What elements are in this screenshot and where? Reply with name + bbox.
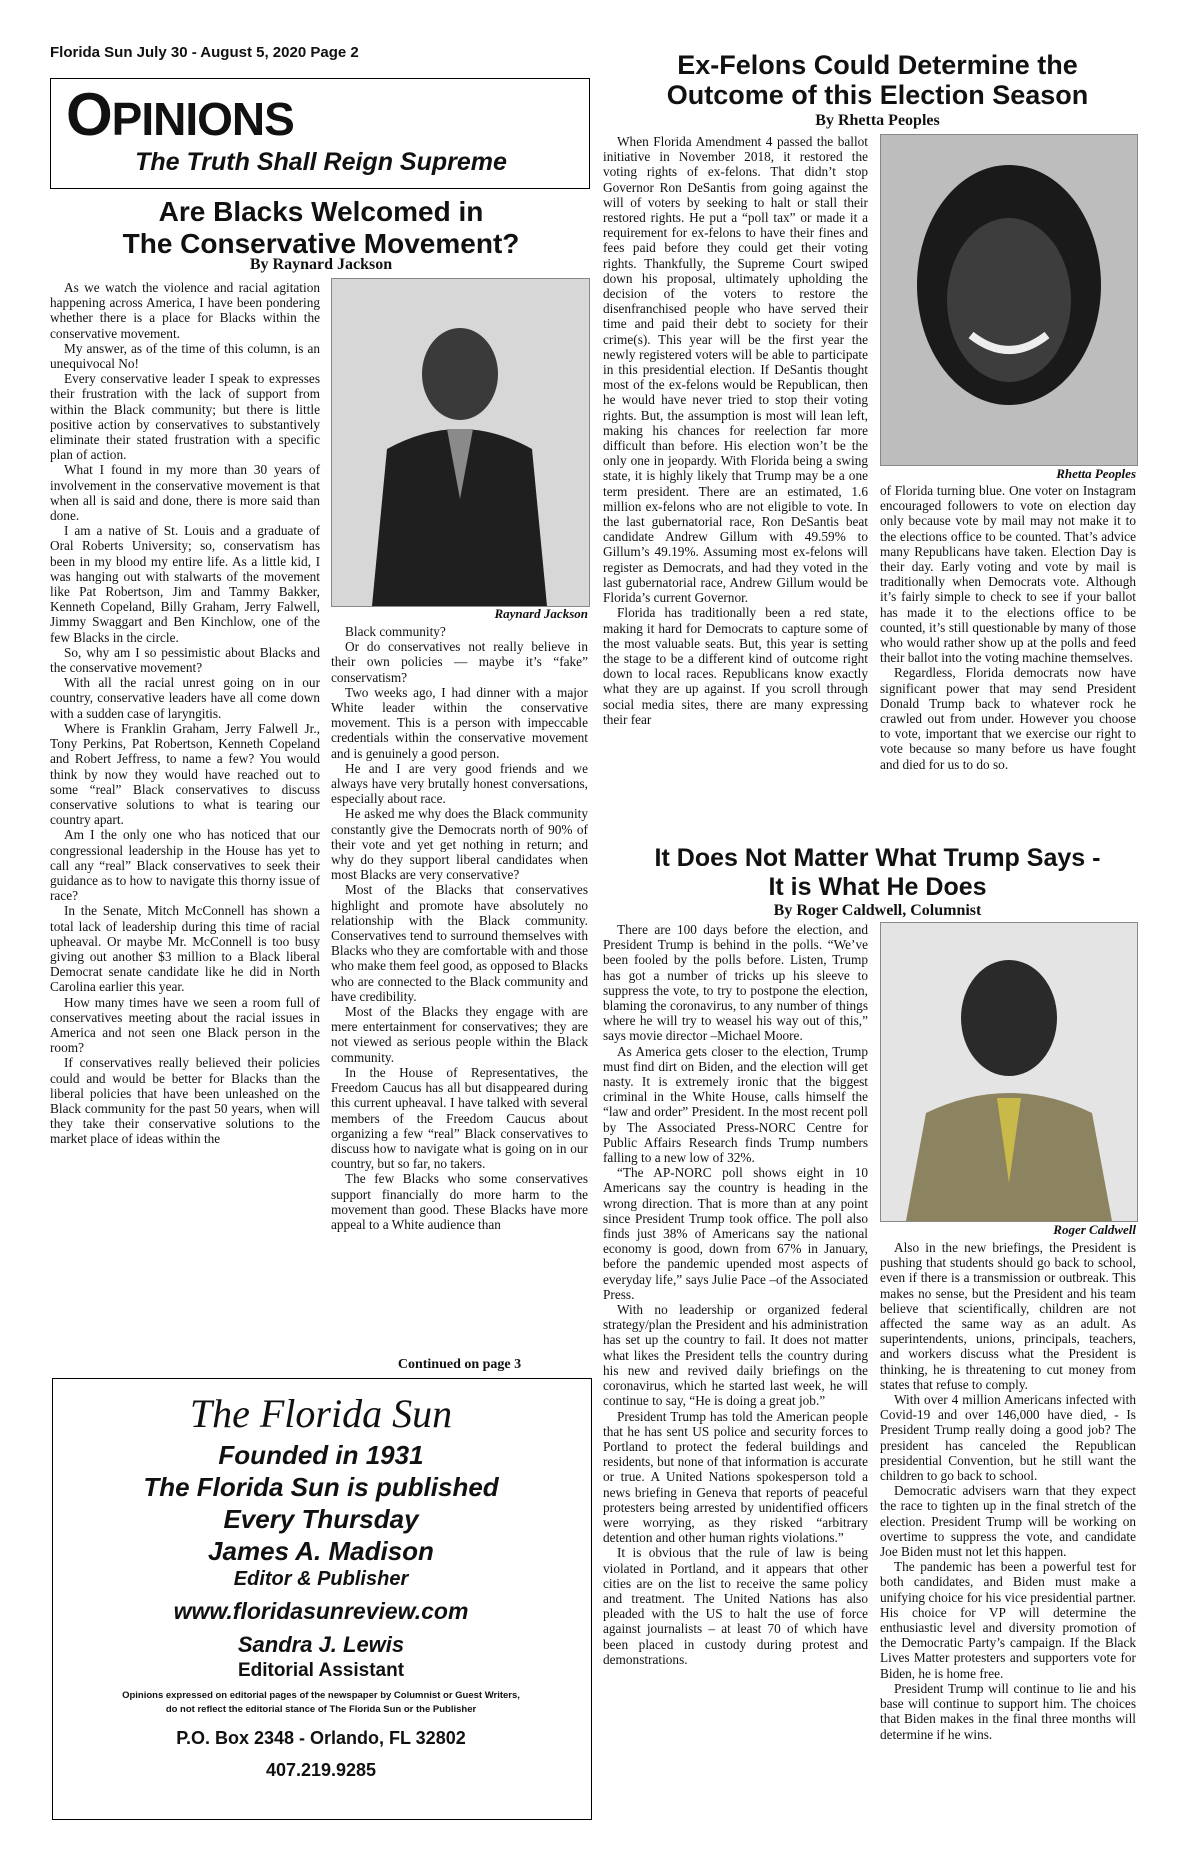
- paragraph: As America gets closer to the election, Trump must find dirt on Biden, and the election will get nasty. It is extremely ironic that the biggest criminal in the White House, calls himself the “law and order” President. In the most recent poll by The Associated Press-NORC Centre for Public Affairs Research finds Trump numbers falling to a new low of 32%.: [603, 1043, 868, 1166]
- paragraph: With all the racial unrest going on in our country, conservative leaders have all come down with a sudden case of laryngitis.: [50, 675, 320, 721]
- article2-photo-caption: Rhetta Peoples: [1056, 466, 1136, 481]
- portrait-illustration: [332, 279, 589, 606]
- paragraph: Most of the Blacks that conservatives highlight and promote have absolutely no relationship with the Black community. Conservatives tend to surround themselves with Blacks who they are comfortable with and those who make them feel good, as opposed to Blacks who are connected to the Black community and have credibility.: [331, 882, 588, 1004]
- paragraph: President Trump has told the American people that he has sent US police and security forces to Portland to protect the federal buildings and residents, but none of that information is accurate or true. A United Nations spokesperson told a news briefing in Geneva that reports of peaceful protesters being arrested by unidentified officers were worrying, as they risked “arbitrary detention and other human rights violations.”: [603, 1408, 868, 1546]
- paragraph: If conservatives really believed their policies could and would be better for Blacks than the liberal policies that have been unleashed on the Black community for the past 50 years, when will they take their conservative solutions to the market place of ideas within the: [50, 1055, 320, 1147]
- paragraph: Florida has traditionally been a red state, making it hard for Democrats to capture some of the most valuable seats. But, this year is setting the stage to be a different kind of outcome right down to local races. Republicans know exactly what they are up against. If you scroll through social media sites, there are many expressing their fear: [603, 605, 868, 727]
- article3-photo-caption: Roger Caldwell: [1053, 1222, 1136, 1237]
- masthead-disclaimer-1: Opinions expressed on editorial pages of the newspaper by Columnist or Guest Writers,: [122, 1690, 520, 1701]
- article2-byline: By Rhetta Peoples: [815, 112, 940, 129]
- paragraph: of Florida turning blue. One voter on Instagram encouraged followers to vote on election day only because vote by mail may not make it to the elections office to be counted. That’s advice many Republicans have taken. Election Day is their day. Early voting and vote by mail is traditionally when Democrats vote. Although it’s fairly simple to check to see if your ballot has made it to the elections office to be counted, it’s still questionable by many of those who would rather show up at the polls and feed their ballot into the voting machine themselves.: [880, 483, 1136, 666]
- paragraph: Also in the new briefings, the President is pushing that students should go back to school, even if there is a transmission or outbreak. This makes no sense, but the President and his team believe that scientifically, children are not affected the same way as an adult. As superintendents, unions, principals, teachers, and workers discuss what the President is thinking, he is threatening to cut money from states that refuse to comply.: [880, 1240, 1136, 1392]
- paragraph: He and I are very good friends and we always have very brutally honest conversations, especially about race.: [331, 760, 588, 807]
- masthead-name: The Florida Sun: [189, 1391, 453, 1436]
- article1-col2: [331, 624, 588, 1232]
- masthead-disclaimer-2: do not reflect the editorial stance of The Florida Sun or the Publisher: [165, 1704, 477, 1715]
- paragraph: Or do conservatives not really believe in their own policies — maybe it’s “fake” conservatism?: [331, 639, 588, 685]
- paragraph: When Florida Amendment 4 passed the ballot initiative in November 2018, it restored the voting rights of ex-felons. That didn’t stop Governor Ron DeSantis from going against the will of voters by seeking to halt or stall their restored rights. He put a “poll tax” or made it a requirement for ex-felons to have their fines and fees paid before they could get their voting rights. Thankfully, the Supreme Court swiped down his proposal, ultimately upholding the decision of the voters to restore the disenfranchised people who have served their time and paid their debt to society for their crime(s). This year will be the first year the newly registered voters will be able to participate in this presidential election. If DeSantis thought most of the ex-felons would be Republican, then he would have never tried to stop their voting rights. But, the assumption is most will lean left, making his chances for reelection far more difficult than before. His election won’t be the only one in jeopardy. With Florida being a swing state, it is highly likely that Trump may be a one term president. There are an estimated, 1.6 million ex-felons who are not eligible to vote. In the last gubernatorial race, Ron DeSantis beat candidate Andrew Gillum with 49.59% to Gillum’s 49.19%. Assuming most ex-felons will register as Democrats, and had they voted in the last gubernatorial race, Andrew Gillum would be Florida’s current Governor.: [603, 134, 868, 606]
- paragraph: In the Senate, Mitch McConnell has shown a total lack of leadership during this time of racial upheaval. Or maybe Mr. McConnell is too busy giving out another $3 million to a Black liberal Democrat senate candidate like he did in North Carolina earlier this year.: [50, 903, 320, 995]
- paragraph: Where is Franklin Graham, Jerry Falwell Jr., Tony Perkins, Pat Robertson, Kenneth Copeland and Robert Jeffress, to name a few? You would think by now they would have reached out to some “real” Black conservatives to discuss conservative solutions to what is tearing our country apart.: [50, 720, 320, 828]
- paragraph: As we watch the violence and racial agitation happening across America, I have been pondering whether there is a place for Blacks within the conservative movement.: [50, 280, 320, 341]
- paragraph: “The AP-NORC poll shows eight in 10 Americans say the country is heading in the wrong direction. That is more than at any point since President Trump took office. The poll also finds just 38% of Americans say the national economy is good, down from 67% in January, before the pandemic upended most aspects of everyday life,” says Julie Pace –of the Associated Press.: [603, 1165, 868, 1302]
- paragraph: Every conservative leader I speak to expresses their frustration with the lack of support from within the Black community; but there is little positive action by conservatives to substantively eliminate their stated frustration with a specific plan of action.: [50, 371, 320, 463]
- paragraph: It is obvious that the rule of law is being violated in Portland, and it appears that other cities are on the list to receive the same policy and treatment. The United Nations has also pleaded with the US to halt the use of force against journalists – at least 70 of which have been placed in custody during protest and demonstrations.: [603, 1545, 868, 1667]
- roger-caldwell-photo: [880, 922, 1138, 1222]
- paragraph: With no leadership or organized federal strategy/plan the President and his administration has set up the country to fail. It does not matter what likes the President tells the country during his new and revived daily briefings on the coronavirus, which he started last week, he will continue to say, “He is doing a great job.”: [603, 1302, 868, 1409]
- continued-note: Continued on page 3: [397, 1357, 522, 1372]
- paragraph: Most of the Blacks they engage with are mere entertainment for conservatives; they are not viewed as serious people within the Black community.: [331, 1004, 588, 1065]
- paragraph: So, why am I so pessimistic about Blacks and the conservative movement?: [50, 644, 320, 676]
- article1-photo-caption: Raynard Jackson: [494, 606, 588, 621]
- article3-col1: [603, 922, 868, 1667]
- masthead-assistant: Sandra J. Lewis: [237, 1632, 405, 1657]
- article1-col1: [50, 280, 320, 1147]
- section-tagline: The Truth Shall Reign Supreme: [135, 148, 507, 176]
- article3-byline: By Roger Caldwell, Columnist: [773, 902, 982, 919]
- raynard-jackson-photo: [331, 278, 590, 607]
- portrait-illustration: [881, 923, 1137, 1221]
- section-title: [66, 80, 294, 149]
- paragraph: In the House of Representatives, the Freedom Caucus has all but disappeared during this current upheaval. I have talked with several members of the Freedom Caucus about organizing a few “real” Black conservatives to discuss how to navigate what is going on in our country, but so far, no takers.: [331, 1064, 588, 1172]
- paragraph: How many times have we seen a room full of conservatives meeting about the racial issues in America and not seen one Black person in the room?: [50, 994, 320, 1056]
- masthead-day: Every Thursday: [223, 1504, 419, 1534]
- rhetta-peoples-photo: [880, 134, 1138, 466]
- paragraph: With over 4 million Americans infected with Covid-19 and over 146,000 have died, - Is President Trump really doing a good job? The president has canceled the Republican presidential Convention, but he still want the children to go back to school.: [880, 1392, 1136, 1484]
- paragraph: Regardless, Florida democrats now have significant power that may send President Donald Trump back to whatever rock he crawled out from under. However you choose to vote, important that we exercise our right to vote because so many before us have fought and died for us to do so.: [880, 665, 1136, 772]
- section-title-rest: PINIONS: [111, 93, 294, 145]
- paragraph: There are 100 days before the election, and President Trump is behind in the polls. “We’ve been fooled by the polls before. Listen, Trump has got a number of tricks up his sleeve to suppress the vote, to try to postpone the election, blaming the coronavirus, to any number of things where he will try to weasel his way out of this,” says movie director –Michael Moore.: [603, 922, 868, 1044]
- paragraph: Democratic advisers warn that they expect the race to tighten up in the final stretch of the election. President Trump will be working on overtime to suppress the vote, and candidate Joe Biden must not let this happen.: [880, 1483, 1136, 1560]
- masthead-address: P.O. Box 2348 - Orlando, FL 32802: [176, 1728, 466, 1748]
- article2-headline-line1: Ex-Felons Could Determine the: [677, 50, 1078, 80]
- article2-col2: [880, 483, 1136, 772]
- article1-byline: By Raynard Jackson: [249, 256, 393, 273]
- masthead-editor: James A. Madison: [208, 1536, 434, 1566]
- portrait-illustration: [881, 135, 1137, 465]
- article3-headline-line1: It Does Not Matter What Trump Says -: [654, 844, 1101, 872]
- section-title-initial: O: [66, 81, 112, 148]
- article1-headline-line1: Are Blacks Welcomed in: [158, 196, 484, 227]
- masthead-website: www.floridasunreview.com: [173, 1598, 469, 1624]
- article3-headline: [600, 844, 1155, 902]
- article2-headline-line2: Outcome of this Election Season: [666, 80, 1089, 110]
- masthead-assistant-title: Editorial Assistant: [237, 1660, 405, 1681]
- paragraph: Am I the only one who has noticed that our congressional leadership in the House has yet to call any “real” Black conservatives to seek their guidance as to how to navigate this thorny issue of race?: [50, 827, 320, 904]
- masthead-phone: 407.219.9285: [265, 1760, 377, 1780]
- masthead-editor-title: Editor & Publisher: [233, 1568, 409, 1590]
- article3-headline-line2: It is What He Does: [768, 873, 987, 901]
- paragraph: Black community?: [345, 624, 446, 639]
- article2-headline: [600, 50, 1155, 110]
- article2-col1: [603, 134, 868, 727]
- paragraph: He asked me why does the Black community constantly give the Democrats north of 90% of their vote and yet get nothing in return; and why do they support liberal candidates when most Blacks are very conservative?: [331, 806, 588, 883]
- paragraph: I am a native of St. Louis and a graduate of Oral Roberts University; so, conservatism has been in my blood my entire life. As a little kid, I was hanging out with stalwarts of the movement like Pat Robertson, Jim and Tammy Bakker, Kenneth Copeland, Billy Graham, Jerry Falwell, Jimmy Swaggart and Ben Kinchlow, one of the few Blacks in the circle.: [50, 523, 320, 645]
- article1-headline: [50, 196, 592, 260]
- paragraph: The few Blacks who some conservatives support financially do more harm to the movement than good. These Blacks have more appeal to a White audience than: [331, 1171, 588, 1232]
- paragraph: The pandemic has been a powerful test for both candidates, and Biden must make a unifying choice for his vice presidential partner. His choice for VP will determine the enthusiastic level and diversity promotion of the Democratic Party’s campaign. If the Black Lives Matter protesters and supporters vote for Biden, he is home free.: [880, 1559, 1136, 1681]
- paragraph: My answer, as of the time of this column, is an unequivocal No!: [50, 340, 320, 372]
- paragraph: President Trump will continue to lie and his base will continue to support him. The choices that Biden makes in the final three months will determine if he wins.: [880, 1680, 1136, 1742]
- masthead-founded: Founded in 1931: [218, 1440, 424, 1470]
- article1-headline-line2: The Conservative Movement?: [122, 228, 520, 259]
- article3-col2: [880, 1240, 1136, 1742]
- paragraph: What I found in my more than 30 years of involvement in the conservative movement is that when all is said and done, there is more said than done.: [50, 462, 320, 524]
- masthead-published: The Florida Sun is published: [143, 1472, 499, 1502]
- paragraph: Two weeks ago, I had dinner with a major White leader within the conservative movement. This is a person with impeccable credentials within the conservative movement and is genuinely a good person.: [331, 684, 588, 761]
- dateline: Florida Sun July 30 - August 5, 2020 Page 2: [50, 44, 359, 61]
